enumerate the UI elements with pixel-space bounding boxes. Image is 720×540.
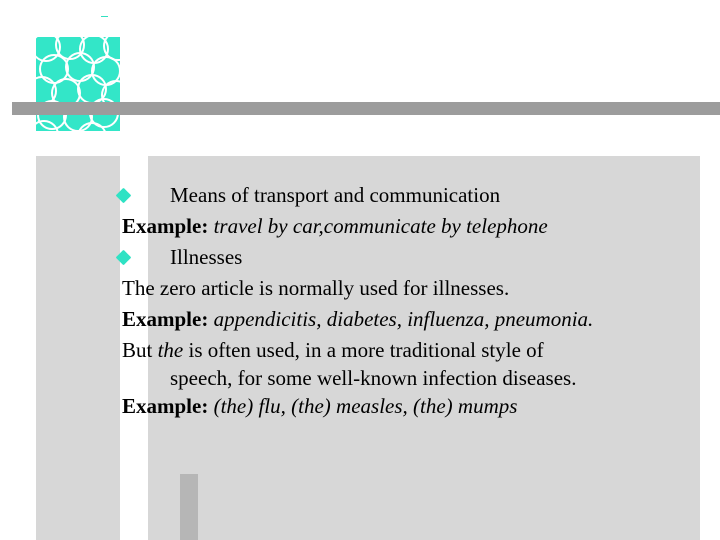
small-vertical-bar <box>180 474 198 540</box>
bullet-item-illnesses <box>122 242 702 273</box>
example-label: Example: <box>122 307 209 331</box>
circle-pattern-logo <box>36 37 120 131</box>
example-text: travel by car,communicate by telephone <box>213 214 548 238</box>
zero-article-sentence: The zero article is normally used for illnesses. <box>122 276 510 300</box>
example-line-1 <box>122 211 702 242</box>
example-text: appendicitis, diabetes, influenza, pneumonia. <box>213 307 594 331</box>
but-sentence <box>122 335 702 366</box>
example-line-3 <box>122 391 702 422</box>
horizontal-divider-bar <box>12 102 720 115</box>
decorative-dash <box>101 16 108 17</box>
but-prefix: But <box>122 338 153 362</box>
article-the: the <box>157 338 184 362</box>
but-sentence-line2: speech, for some well-known infection diseases. <box>170 366 577 390</box>
left-gray-panel <box>36 156 120 540</box>
example-text: (the) flu, (the) measles, (the) mumps <box>213 394 518 418</box>
example-label: Example: <box>122 394 209 418</box>
bullet-text: Means of transport and communication <box>170 183 501 207</box>
bullet-item-transport <box>122 180 702 211</box>
bullet-text: Illnesses <box>170 245 243 269</box>
slide-text-body <box>122 180 702 422</box>
example-line-2 <box>122 304 702 335</box>
example-label: Example: <box>122 214 209 238</box>
but-sentence-line1: is often used, in a more traditional style of <box>188 338 544 362</box>
